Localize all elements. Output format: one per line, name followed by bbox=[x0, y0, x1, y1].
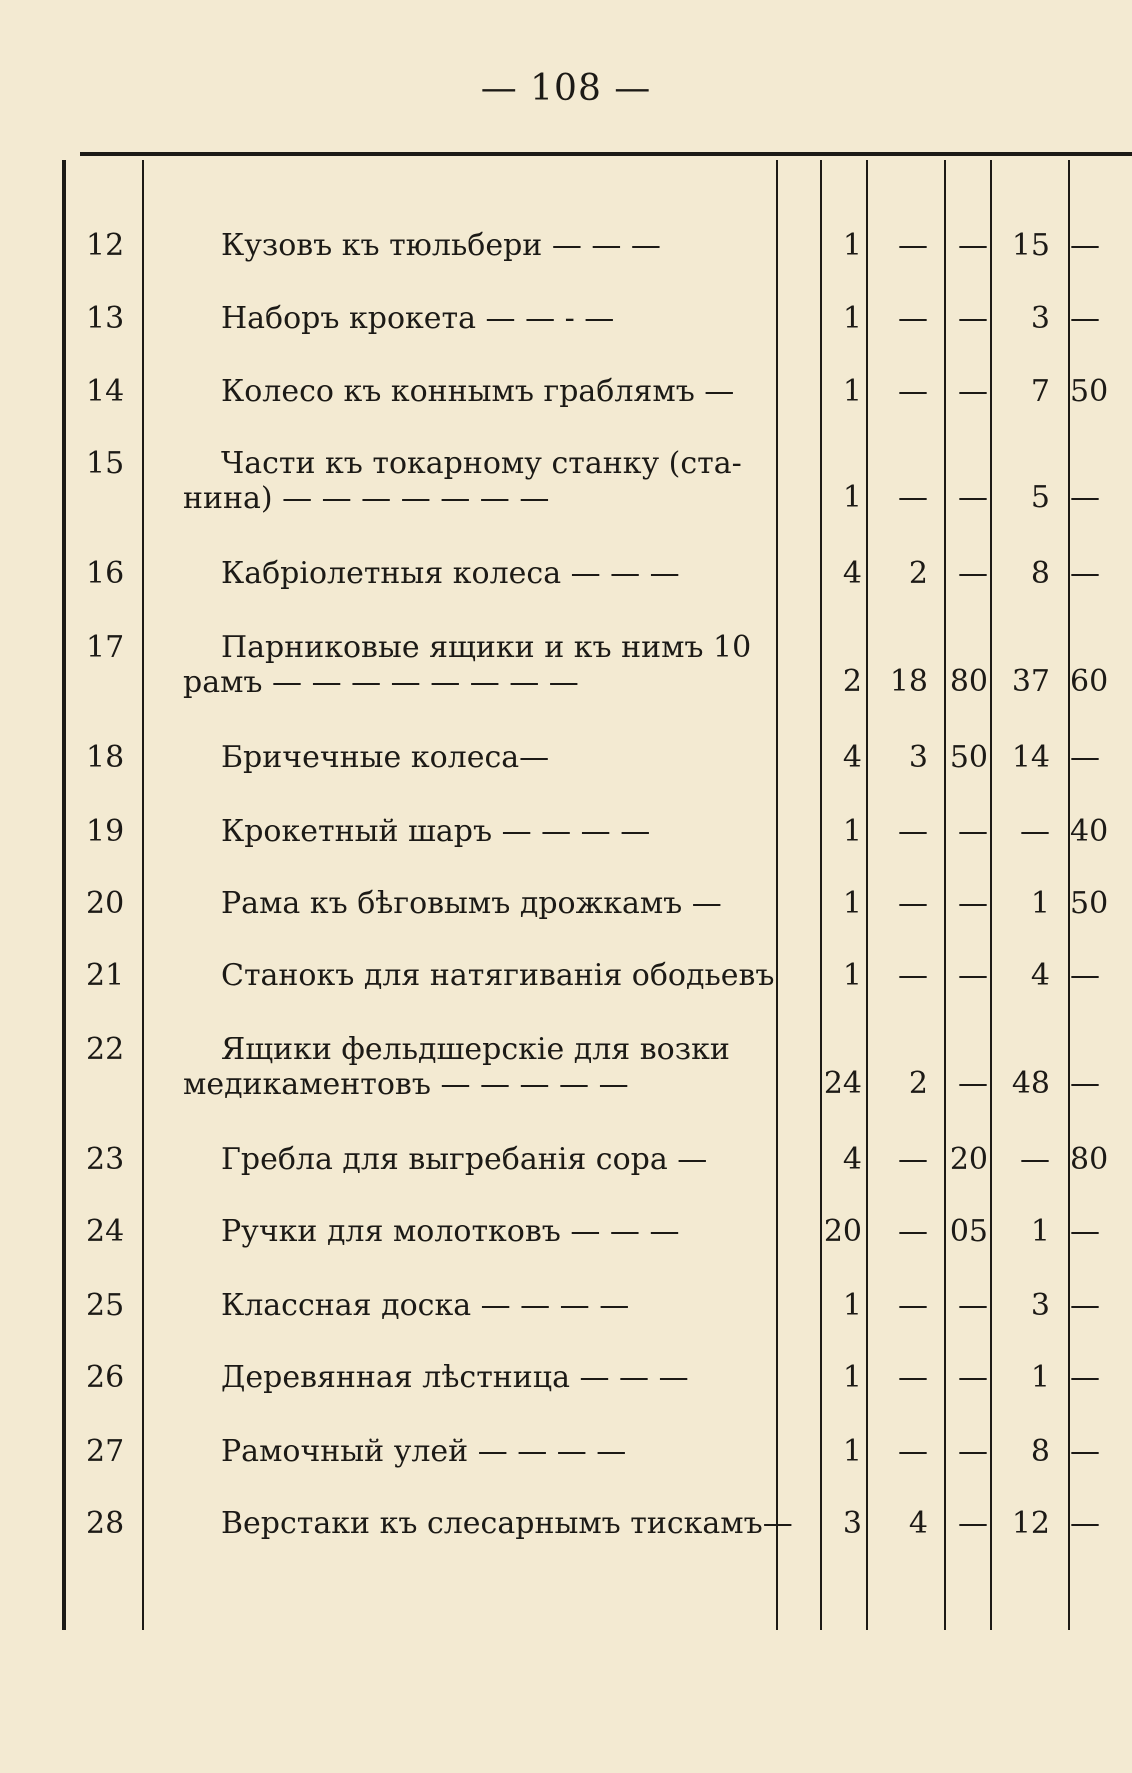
price-rubles: 18 bbox=[889, 664, 928, 699]
price-rubles: — bbox=[898, 1360, 928, 1395]
price-kopeks: — bbox=[958, 814, 988, 849]
row-number: 21 bbox=[86, 958, 125, 993]
item-name: Наборъ крокета — — - — bbox=[221, 301, 615, 336]
quantity: 3 bbox=[842, 1506, 862, 1541]
item-name: Верстаки къ слесарнымъ тискамъ— bbox=[221, 1506, 793, 1541]
total-kopeks: — bbox=[1070, 740, 1100, 775]
quantity: 1 bbox=[842, 814, 862, 849]
item-name: Крокетный шаръ — — — — bbox=[221, 814, 651, 849]
item-name-line1: Части къ токарному станку (ста- bbox=[221, 446, 742, 481]
total-rubles: 1 bbox=[1030, 1214, 1050, 1249]
total-kopeks: — bbox=[1070, 1360, 1100, 1395]
row-number: 20 bbox=[86, 886, 125, 921]
row-number: 22 bbox=[86, 1032, 125, 1067]
price-rubles: — bbox=[898, 1214, 928, 1249]
total-kopeks: — bbox=[1070, 1066, 1100, 1101]
page-number: — 108 — bbox=[480, 68, 652, 109]
total-rubles: 3 bbox=[1030, 1288, 1050, 1323]
price-rubles: 3 bbox=[908, 740, 928, 775]
total-rubles: 4 bbox=[1030, 958, 1050, 993]
total-kopeks: 50 bbox=[1070, 886, 1109, 921]
table-top-rule bbox=[80, 152, 1132, 156]
quantity: 2 bbox=[842, 664, 862, 699]
price-kopeks: — bbox=[958, 958, 988, 993]
item-name-line2: рамъ — — — — — — — — bbox=[183, 665, 579, 700]
quantity: 4 bbox=[842, 1142, 862, 1177]
total-kopeks: — bbox=[1070, 228, 1100, 263]
total-kopeks: — bbox=[1070, 301, 1100, 336]
total-kopeks: — bbox=[1070, 556, 1100, 591]
price-kopeks: — bbox=[958, 1434, 988, 1469]
price-kopeks: — bbox=[958, 1506, 988, 1541]
price-kopeks: — bbox=[958, 228, 988, 263]
item-name: Деревянная лѣстница — — — bbox=[221, 1360, 689, 1395]
row-number: 26 bbox=[86, 1360, 125, 1395]
quantity: 1 bbox=[842, 1288, 862, 1323]
total-kopeks: — bbox=[1070, 958, 1100, 993]
total-kopeks: 50 bbox=[1070, 374, 1109, 409]
quantity: 20 bbox=[823, 1214, 862, 1249]
price-rubles: — bbox=[898, 374, 928, 409]
item-name: Станокъ для натягиванія ободьевъ bbox=[221, 958, 775, 993]
price-rubles: — bbox=[898, 228, 928, 263]
total-rubles: 3 bbox=[1030, 301, 1050, 336]
price-kopeks: — bbox=[958, 886, 988, 921]
item-name-line1: Ящики фельдшерскіе для возки bbox=[221, 1032, 730, 1067]
item-name: Рамочный улей — — — — bbox=[221, 1434, 627, 1469]
price-rubles: — bbox=[898, 886, 928, 921]
quantity: 4 bbox=[842, 556, 862, 591]
quantity: 1 bbox=[842, 1360, 862, 1395]
total-rubles: 15 bbox=[1011, 228, 1050, 263]
price-rubles: — bbox=[898, 1142, 928, 1177]
row-number: 16 bbox=[86, 556, 125, 591]
quantity: 1 bbox=[842, 374, 862, 409]
price-kopeks: — bbox=[958, 480, 988, 515]
row-number: 24 bbox=[86, 1214, 125, 1249]
item-name-line1: Парниковые ящики и къ нимъ 10 bbox=[221, 630, 752, 665]
row-number: 28 bbox=[86, 1506, 125, 1541]
item-name: Кабріолетныя колеса — — — bbox=[221, 556, 680, 591]
quantity: 1 bbox=[842, 228, 862, 263]
total-rubles: 8 bbox=[1030, 1434, 1050, 1469]
item-name: Классная доска — — — — bbox=[221, 1288, 630, 1323]
price-rubles: 2 bbox=[908, 1066, 928, 1101]
quantity: 1 bbox=[842, 886, 862, 921]
price-rubles: 4 bbox=[908, 1506, 928, 1541]
quantity: 1 bbox=[842, 301, 862, 336]
quantity: 1 bbox=[842, 480, 862, 515]
price-rubles: — bbox=[898, 814, 928, 849]
price-kopeks: 50 bbox=[949, 740, 988, 775]
quantity: 4 bbox=[842, 740, 862, 775]
price-kopeks: — bbox=[958, 301, 988, 336]
total-rubles: 5 bbox=[1030, 480, 1050, 515]
total-rubles: 48 bbox=[1011, 1066, 1050, 1101]
quantity: 1 bbox=[842, 958, 862, 993]
item-name: Рама къ бѣговымъ дрожкамъ — bbox=[221, 886, 722, 921]
total-kopeks: — bbox=[1070, 1506, 1100, 1541]
price-rubles: — bbox=[898, 480, 928, 515]
price-kopeks: 05 bbox=[949, 1214, 988, 1249]
row-number: 18 bbox=[86, 740, 125, 775]
total-rubles: 1 bbox=[1030, 1360, 1050, 1395]
total-rubles: 12 bbox=[1011, 1506, 1050, 1541]
total-rubles: 1 bbox=[1030, 886, 1050, 921]
total-kopeks: — bbox=[1070, 1214, 1100, 1249]
item-name: Кузовъ къ тюльбери — — — bbox=[221, 228, 661, 263]
price-rubles: — bbox=[898, 301, 928, 336]
item-name: Гребла для выгребанія сора — bbox=[221, 1142, 708, 1177]
item-name: Колесо къ коннымъ граблямъ — bbox=[221, 374, 735, 409]
total-rubles: 14 bbox=[1011, 740, 1050, 775]
row-number: 15 bbox=[86, 446, 125, 481]
row-number: 25 bbox=[86, 1288, 125, 1323]
price-kopeks: — bbox=[958, 1360, 988, 1395]
row-number: 12 bbox=[86, 228, 125, 263]
row-number: 23 bbox=[86, 1142, 125, 1177]
price-kopeks: 80 bbox=[949, 664, 988, 699]
row-number: 19 bbox=[86, 814, 125, 849]
price-kopeks: — bbox=[958, 556, 988, 591]
total-kopeks: 60 bbox=[1070, 664, 1109, 699]
total-rubles: — bbox=[1020, 814, 1050, 849]
price-rubles: — bbox=[898, 958, 928, 993]
quantity: 1 bbox=[842, 1434, 862, 1469]
item-name-line2: нина) — — — — — — — bbox=[183, 481, 550, 516]
price-rubles: 2 bbox=[908, 556, 928, 591]
row-number: 13 bbox=[86, 301, 125, 336]
price-kopeks: — bbox=[958, 1066, 988, 1101]
total-kopeks: — bbox=[1070, 480, 1100, 515]
price-rubles: — bbox=[898, 1288, 928, 1323]
total-rubles: 7 bbox=[1030, 374, 1050, 409]
total-kopeks: — bbox=[1070, 1288, 1100, 1323]
total-kopeks: 80 bbox=[1070, 1142, 1109, 1177]
total-rubles: 8 bbox=[1030, 556, 1050, 591]
row-number: 14 bbox=[86, 374, 125, 409]
inventory-table bbox=[0, 160, 1132, 1630]
total-rubles: 37 bbox=[1011, 664, 1050, 699]
item-name: Бричечные колеса— bbox=[221, 740, 550, 775]
price-kopeks: — bbox=[958, 1288, 988, 1323]
total-kopeks: 40 bbox=[1070, 814, 1109, 849]
row-number: 27 bbox=[86, 1434, 125, 1469]
price-kopeks: — bbox=[958, 374, 988, 409]
total-kopeks: — bbox=[1070, 1434, 1100, 1469]
price-rubles: — bbox=[898, 1434, 928, 1469]
total-rubles: — bbox=[1020, 1142, 1050, 1177]
price-kopeks: 20 bbox=[949, 1142, 988, 1177]
item-name: Ручки для молотковъ — — — bbox=[221, 1214, 680, 1249]
quantity: 24 bbox=[823, 1066, 862, 1101]
item-name-line2: медикаментовъ — — — — — bbox=[183, 1067, 629, 1102]
row-number: 17 bbox=[86, 630, 125, 665]
